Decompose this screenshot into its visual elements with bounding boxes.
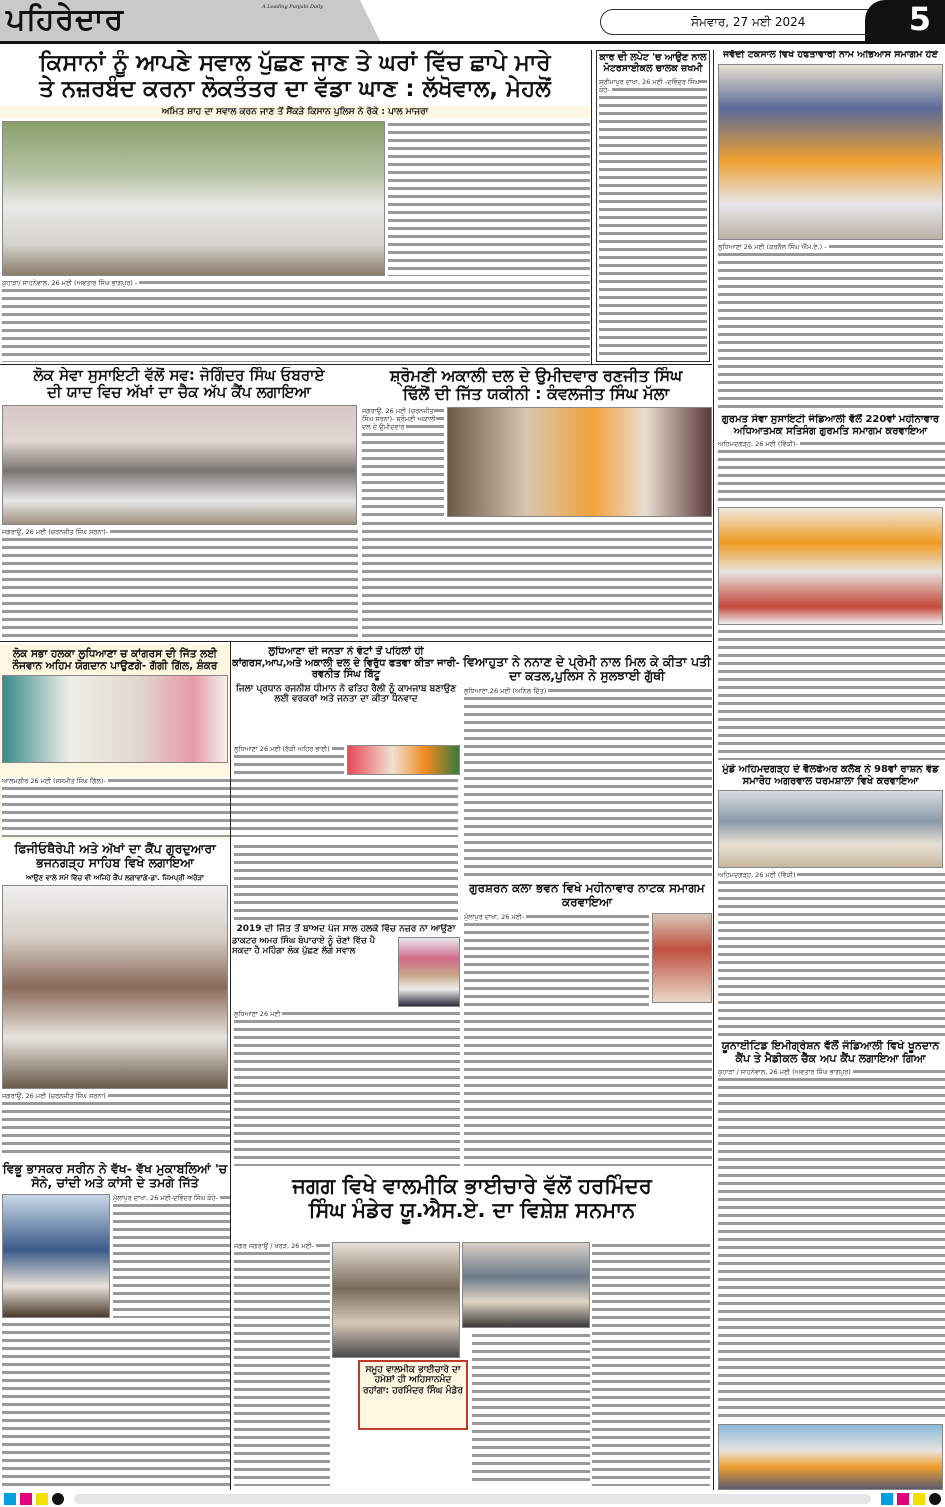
akali-body-left: [362, 407, 444, 517]
bittu-article: [232, 646, 460, 775]
natak-body: [464, 913, 649, 1007]
lead-dateline: ਕੁਹਾੜਾ/ ਸਾਹਨੇਵਾਲ, 26 ਮਈ (ਅਵਤਾਰ ਸਿੰਘ ਭਾਗਪੁਰ) -: [2, 279, 138, 288]
valmiki-body-mid: [472, 1332, 590, 1486]
murder-article: [462, 655, 712, 877]
valmiki-photo-2: [462, 1242, 590, 1328]
physio-article: [0, 842, 230, 1156]
gurmat-photo: [718, 507, 943, 625]
bittu-photo: [347, 745, 460, 775]
valmiki-headline: [232, 1174, 712, 1222]
natak-dateline: ਮੁੱਲਾਂਪੁਰ ਦਾਖਾ, 26 ਮਈ-: [464, 912, 525, 921]
physio-dateline: ਜਗਰਾਉਂ, 26 ਮਈ (ਚਰਨਜੀਤ ਸਿੰਘ ਸਰਨਾ): [2, 1092, 106, 1100]
page-number: 5: [865, 0, 945, 41]
akali-photo: [447, 407, 712, 517]
akali-headline-line2: ਢਿੱਲੋਂ ਦੀ ਜਿੱਤ ਯਕੀਨੀ : ਕੰਵਲਜੀਤ ਸਿੰਘ ਮੱਲਾ: [402, 384, 670, 404]
ration-body: [718, 871, 945, 1036]
natak-article: [462, 882, 712, 1166]
jawaddi-headline: ਜਵੱਦੀ ਟਕਸਾਲ ਵਿਖੇ ਹਫਤਾਵਾਰੀ ਨਾਮ ਅਭਿਆਸ ਸਮਾਗਮ ਹੋਏ: [723, 50, 938, 60]
medals-article: [0, 1162, 230, 1488]
farmers-protest-photo: [2, 121, 385, 276]
medals-body-right: [113, 1194, 230, 1318]
medals-body: [2, 1321, 230, 1488]
bittu-headline-line2: ਜਿਲਾ ਪ੍ਰਧਾਨ ਰਜਨੀਸ਼ ਧੀਮਾਨ ਨੇ ਫਤਿਹ ਰੈਲੀ ਨੂੰ ਕਾਮਜਾਬ ਬਣਾਉਣ ਲਈ ਵਰਕਰਾਂ ਅਤੇ ਜਨਤਾ ਦਾ ਕੀਤਾ ਧੰਨਵਾਦ: [235, 683, 457, 704]
lead-subhead: ਅਮਿਤ ਸ਼ਾਹ ਦਾ ਸਵਾਲ ਕਰਨ ਜਾਣ ਤੋਂ ਸੈਂਕੜੇ ਕਿਸਾਨ ਪੁਲਿਸ ਨੇ ਰੋਕੇ : ਪਾਲ ਮਾਜਰਾ: [0, 106, 590, 118]
boparai-photo: [398, 937, 460, 1007]
boparai-article: [232, 924, 460, 1166]
boparai-headline-line1: 2019 ਦੀ ਜਿੱਤ ਤੋਂ ਬਾਅਦ ਪੰਜ ਸਾਲ ਹਲਕੇ ਵਿੱਚ ਨਜ਼ਰ ਨਾ ਆਉਣਾ: [236, 924, 456, 934]
murder-dateline: ਲੁਧਿਆਣਾ,26 ਮਈ (ਅਨਿਲ ਦਿੱਤ): [464, 686, 547, 695]
car-accident-article: [596, 50, 710, 362]
car-accident-headline: ਕਾਰ ਦੀ ਲਪੇਟ 'ਚ ਆਉਣ ਨਾਲ ਮੋਟਰਸਾਈਕਲ ਚਾਲਕ ਜ਼ਖਮੀ: [599, 52, 707, 74]
registration-marks: [0, 1491, 945, 1507]
logo: ਪਹਿਰੇਦਾਰ: [6, 2, 125, 37]
physio-headline: ਫਿਜੀਓਥੈਰੇਪੀ ਅਤੇ ਅੱਖਾਂ ਦਾ ਕੈਂਪ ਗੁਰਦੁਆਰਾ ਭਜਨਗੜ੍ਹ ਸਾਹਿਬ ਵਿਖੇ ਲਗਾਇਆ: [14, 842, 216, 871]
gurmat-body-2: [718, 628, 945, 760]
gurmat-body: [718, 440, 945, 504]
jawaddi-body: [718, 243, 943, 410]
blood-camp-article: [716, 1040, 945, 1490]
akali-headline: [360, 367, 712, 404]
gurmat-article: [716, 414, 945, 760]
natak-body-2: [464, 1010, 712, 1166]
bittu-body: [234, 843, 458, 921]
gurmat-dateline: ਅਹਿਮਦਗੜ੍ਹ, 26 ਮਈ (ਵਿੱਕੀ)-: [718, 440, 798, 448]
lok-sewa-body: [2, 528, 358, 640]
valmiki-body-right: [592, 1242, 710, 1486]
ration-headline: ਮੁੰਡੇ ਅਹਿਮਦਗੜ੍ਹ ਦੇ ਵੈਲਫੇਅਰ ਕਲੱਬ ਨੇ 98ਵਾਂ ਰਾਸ਼ਨ ਵੰਡ ਸਮਾਰੋਹ ਅਗਰਵਾਲ ਧਰਮਸ਼ਾਲਾ ਵਿਖੇ ਕਰਵਾਇਆ: [722, 764, 939, 787]
natak-photo: [652, 913, 712, 1003]
jawaddi-dateline: ਲੁਧਿਆਣਾ 26 ਮਈ (ਕਰਨੈਲ ਸਿੰਘ ਐੱਮ.ਏ.) -: [718, 242, 827, 251]
bittu-dateline: ਲੁਧਿਆਣਾ 26 ਮਈ (ਰੱਕੀ ਅਹਿਰ ਭਾਈ): [234, 745, 330, 753]
boparai-dateline: ਲੁਧਿਆਣਾ 26 ਮਈ: [234, 1010, 281, 1019]
ration-article: [716, 764, 945, 1036]
bittu-body-top: [234, 745, 344, 775]
lead-headline-line1: ਕਿਸਾਨਾਂ ਨੂੰ ਆਪਣੇ ਸਵਾਲ ਪੁੱਛਣ ਜਾਣ ਤੇ ਘਰਾਂ ਵਿੱਚ ਛਾਪੇ ਮਾਰੇ: [39, 50, 551, 76]
masthead: [0, 0, 945, 44]
jawaddi-photo: [718, 64, 943, 240]
bittu-headline-line1: ਲੁਧਿਆਣਾ ਦੀ ਜਨਤਾ ਨੇ ਵੋਟਾਂ ਤੋਂ ਪਹਿਲਾਂ ਹੀ ਕਾਂਗਰਸ,ਆਪ,ਅਤੇ ਅਕਾਲੀ ਦਲ ਦੇ ਵਿਰੁੱਧ ਫਤਵਾ ਕੀਤਾ ਜਾਰੀ- ਰਵਨੀਤ ਸਿੰਘ ਬਿੱਟੂ: [232, 646, 460, 680]
date: ਸੋਮਵਾਰ, 27 ਮਈ 2024: [600, 9, 890, 35]
congress-headline: ਲੋਕ ਸਭਾ ਹਲਕਾ ਲੁਧਿਆਣਾ ਚ ਕਾਂਗਰਸ ਦੀ ਜਿੱਤ ਲਈ ਨੌਜਵਾਨ ਅਹਿਮ ਯੋਗਦਾਨ ਪਾਉਣਗੇ- ਗੱਗੀ ਗਿੱਲ, ਸ਼ੰਕਰ: [12, 648, 218, 673]
akali-article: [360, 367, 712, 639]
valmiki-pullquote-text: ਸਮੂਹ ਵਾਲਮੀਕ ਭਾਈਚਾਰੇ ਦਾ ਹਮੇਸ਼ਾਂ ਹੀ ਅਹਿਸਾਨਮੰਦ ਰਹਾਂਗਾ: ਹਰਮਿੰਦਰ ਸਿੰਘ ਮੰਡੇਰ: [363, 1365, 463, 1396]
lok-sewa-headline: [0, 367, 358, 402]
lok-sewa-article: [0, 367, 358, 639]
akali-body: [362, 520, 712, 639]
valmiki-headline-line2: ਸਿੰਘ ਮੰਡੇਰ ਯੂ.ਐਸ.ਏ. ਦਾ ਵਿਸ਼ੇਸ਼ ਸਨਮਾਨ: [308, 1198, 636, 1223]
valmiki-headline-line1: ਜਗਗ ਵਿਖੇ ਵਾਲਮੀਕਿ ਭਾਈਚਾਰੇ ਵੱਲੋਂ ਹਰਮਿੰਦਰ: [292, 1174, 652, 1198]
blood-camp-photo: [718, 1424, 943, 1490]
boparai-headline-line2: ਡਾਕਟਰ ਅਮਰ ਸਿੰਘ ਬੋਪਾਰਾਏ ਨੂੰ ਚੋਣਾਂ ਵਿੱਚ ਪੈ ਸਕਦਾ ਹੈ ਮਹਿੰਗਾ ਲੋਕ ਪੁੱਛਣ ਲੱਗੇ ਸਵਾਲ: [232, 936, 376, 957]
medals-dateline: ਮੁੱਲਾਂਪੁਰ ਦਾਖਾ, 26 ਮਈ-ਦਵਿੰਦਰ ਸਿੰਘ ਕੋਹੇ-: [113, 1193, 219, 1202]
medals-headline: ਵਿਭੂ ਭਾਸਕਰ ਸਰੀਨ ਨੇ ਵੱਖ- ਵੱਖ ਮੁਕਾਬਲਿਆਂ 'ਚ ਸੋਨੇ, ਚਾਂਦੀ ਅਤੇ ਕਾਂਸੀ ਦੇ ਤਮਗੇ ਜਿੱਤੇ: [2, 1162, 228, 1191]
akali-dateline: ਜਗਰਾਉਂ, 26 ਮਈ (ਚਰਨਜੀਤ ਸਿੰਘ ਸਰਨਾ)- ਸ਼੍ਰੋਮਣੀ ਅਕਾਲੀ ਦਲ ਦੇ ਉਮੀਦਵਾਰ: [362, 406, 436, 431]
blood-camp-dateline: ਕੁਹਾੜਾ / ਸਾਹਨੇਵਾਲ, 26 ਮਈ (ਅਵਤਾਰ ਸਿੰਘ ਭਾਗਪੁਰ): [718, 1068, 851, 1077]
lead-headline: [0, 50, 590, 103]
blood-camp-body: [718, 1068, 945, 1421]
lead-body: [2, 279, 590, 362]
congress-photo: [2, 675, 228, 763]
valmiki-dateline: ਜਗਰ ਜਗਰਾਉਂ / ਖਰੜ, 26 ਮਈ-: [234, 1242, 315, 1250]
akali-headline-line1: ਸ਼੍ਰੋਮਣੀ ਅਕਾਲੀ ਦਲ ਦੇ ਉਮੀਦਵਾਰ ਰਣਜੀਤ ਸਿੰਘ: [389, 367, 683, 385]
tagline: A Leading Punjabi Daily: [262, 4, 324, 10]
lead-article: [0, 50, 590, 362]
medals-photo: [2, 1194, 110, 1318]
lok-sewa-headline-line2: ਦੀ ਯਾਦ ਵਿਚ ਅੱਖਾਂ ਦਾ ਚੈਕ ਅੱਪ ਕੈਂਪ ਲਗਾਇਆ: [47, 383, 311, 402]
eye-camp-photo: [2, 405, 357, 525]
lead-body-right: [388, 121, 590, 276]
bittu-headline: [232, 646, 460, 704]
ration-dateline: ਅਹਿਮਦਗੜ੍ਹ, 26 ਮਈ (ਵਿੱਕੀ): [718, 871, 796, 879]
lok-sewa-headline-line1: ਲੋਕ ਸੇਵਾ ਸੁਸਾਇਟੀ ਵੱਲੋਂ ਸਵ: ਜੋਗਿੰਦਰ ਸਿੰਘ ਓਬਰਾਏ: [33, 367, 325, 384]
physio-subhead: ਆਉਣ ਵਾਲੇ ਸਮੇਂ ਵਿੱਚ ਵੀ ਅਜਿਹੇ ਕੈਂਪ ਲਗਾਵਾਂਗੇ-ਡਾ. ਜਿਮਪ੍ਰੀ ਅਰੋੜਾ: [25, 873, 205, 882]
physio-photo: [2, 885, 228, 1089]
murder-body: [464, 687, 712, 877]
boparai-body: [234, 1010, 460, 1166]
congress-dateline: ਆਲਮਗੀਰ 26 ਮਈ (ਜਸਮੀਤ ਸਿੰਘ ਗਿੱਲ)-: [2, 777, 106, 785]
car-accident-dateline: ਸ਼੍ਰੀਮਾਪੁਰ ਦਾਖਾ, 26 ਮਈ -ਦਵਿੰਦਰ ਸਿੰਘ ਕੋਹੇ-: [599, 77, 700, 94]
valmiki-body-left: [234, 1242, 330, 1486]
natak-headline: ਗੁਰਸ਼ਰਨ ਕਲਾ ਭਵਨ ਵਿਖੇ ਮਹੀਨਾਵਾਰ ਨਾਟਕ ਸਮਾਗਮ ਕਰਵਾਇਆ: [469, 882, 705, 909]
car-accident-body: [599, 78, 707, 359]
murder-headline: ਵਿਆਹੁਤਾ ਨੇ ਨਨਾਣ ਦੇ ਪ੍ਰੇਮੀ ਨਾਲ ਮਿਲ ਕੇ ਕੀਤਾ ਪਤੀ ਦਾ ਕਤਲ,ਪੁਲਿਸ ਨੇ ਸੁਲਝਾਈ ਗੁੱਥੀ: [463, 655, 711, 684]
valmiki-photo-1: [332, 1242, 460, 1358]
valmiki-pullquote: [358, 1360, 468, 1430]
physio-body: [2, 1092, 230, 1156]
lok-sewa-dateline: ਜਗਰਾਉਂ, 26 ਮਈ (ਚਰਨਜੀਤ ਸਿੰਘ ਸਰਨਾ)-: [2, 527, 109, 536]
lead-headline-line2: ਤੇ ਨਜ਼ਰਬੰਦ ਕਰਨਾ ਲੋਕਤੰਤਰ ਦਾ ਵੱਡਾ ਘਾਣ : ਲੱਖੋਵਾਲ, ਮੇਹਲੋਂ: [39, 76, 551, 103]
gurmat-headline: ਗੁਰਮਤ ਸੇਵਾ ਸੁਸਾਇਟੀ ਜੰਡਿਆਲੀ ਵੱਲੋਂ 220ਵਾਂ ਮਹੀਨਾਵਾਰ ਅਧਿਆਤਮਕ ਸਤਿਸੰਗ ਗੁਰਮਤਿ ਸਮਾਗਮ ਕਰਵਾਇਆ: [721, 414, 940, 437]
ration-photo: [718, 790, 943, 868]
jawaddi-article: [716, 50, 945, 410]
blood-camp-headline: ਯੂਨਾਈਟਿਡ ਇਮੀਗ੍ਰੇਸ਼ਨ ਵੱਲੋਂ ਜੰਡਿਆਲੀ ਵਿਖੇ ਖੂਨਦਾਨ ਕੈਂਪ ਤੇ ਮੈਡੀਕਲ ਚੈੱਕ ਅਪ ਕੈਂਪ ਲਗਾਇਆ ਗਿਆ: [721, 1040, 940, 1065]
